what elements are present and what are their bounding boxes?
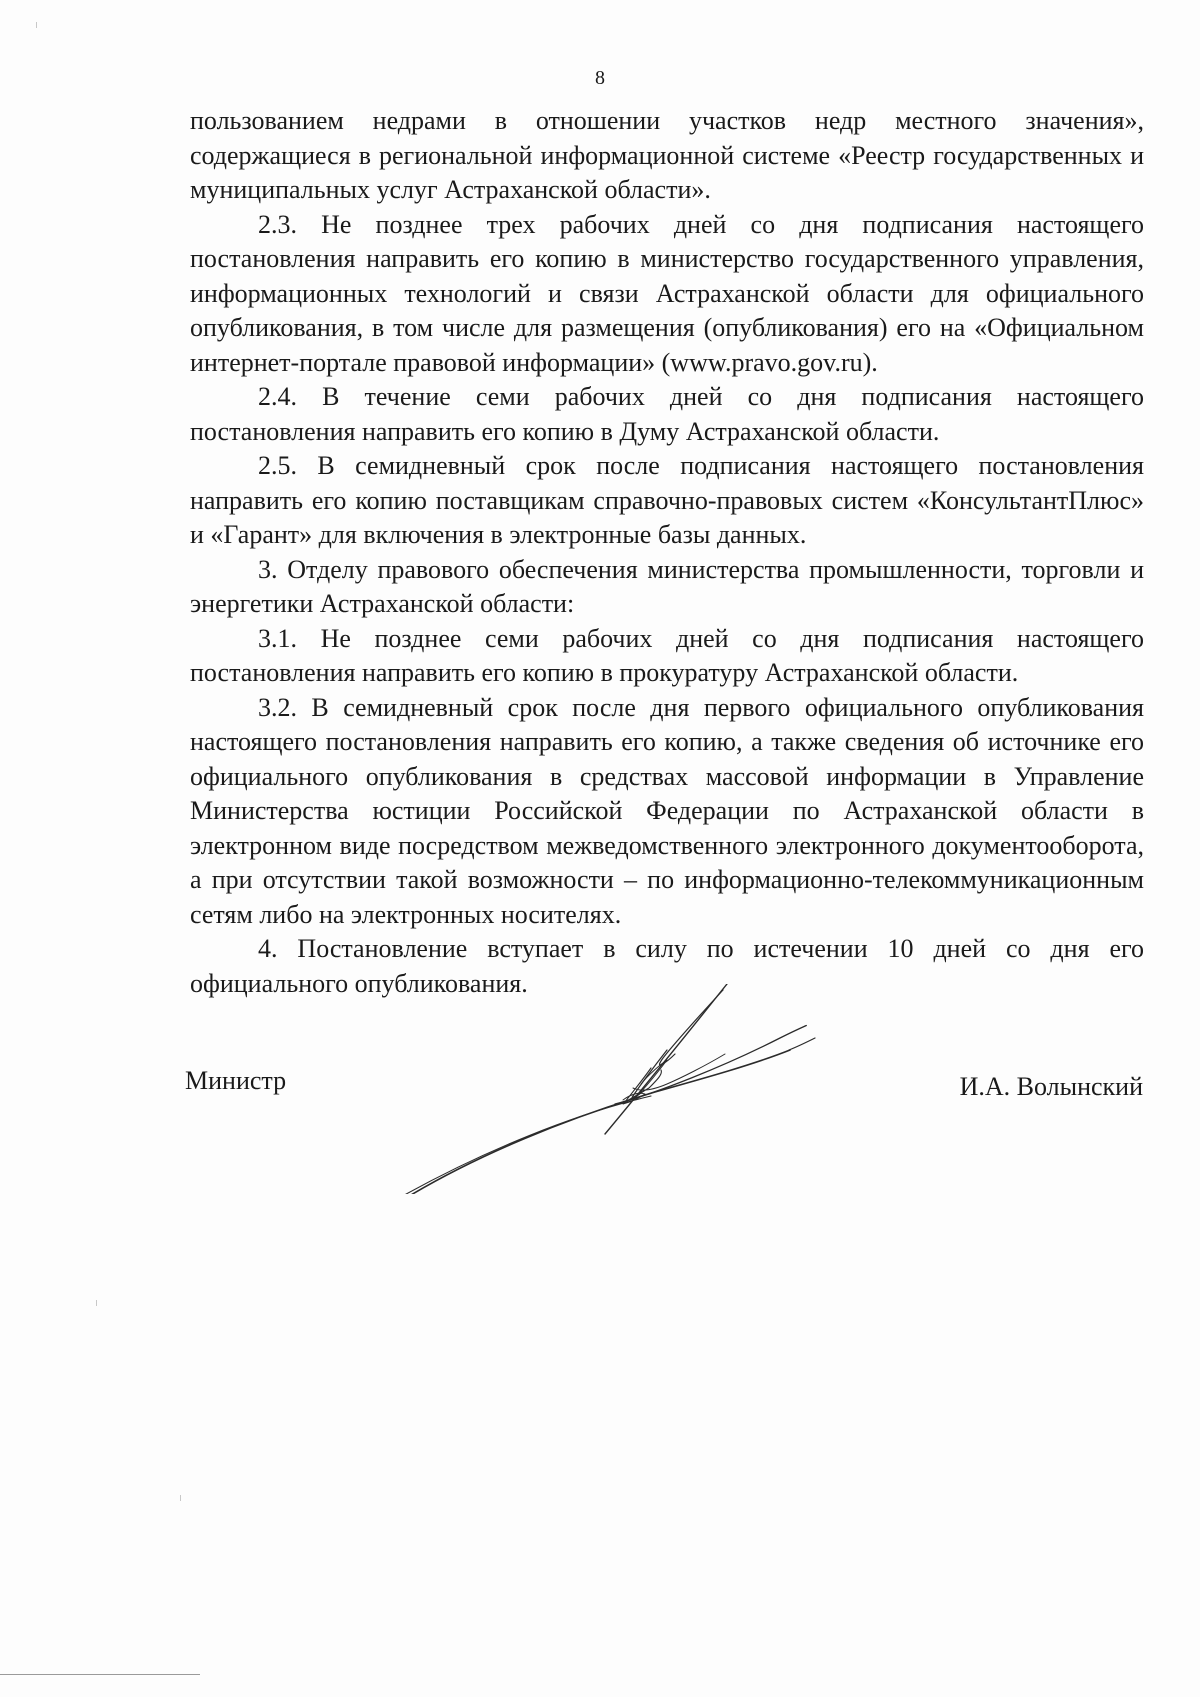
paragraph-3-1: 3.1. Не позднее семи рабочих дней со дня подписания настоящего постановления направить его копию в прокуратуру Астраханской области.	[190, 623, 1144, 687]
paragraph-3-2: 3.2. В семидневный срок после дня первого официального опубликования настоящего постановления направить его копию, а также сведения об источнике его официального опубликования в средствах массовой информации в Управление Министерства юстиции Российской Федерации по Астраханской области в электронном виде посредством межведомственного электронного документооборота, а при отсутствии такой возможности – по информационно-телекоммуникационным сетям либо на электронных носителях.	[190, 692, 1144, 929]
scan-speck	[96, 1300, 97, 1306]
page-number: 8	[595, 67, 605, 89]
paragraph-3: 3. Отделу правового обеспечения министерства промышленности, торговли и энергетики Астраханской области:	[190, 554, 1144, 618]
paragraph-2-4: 2.4. В течение семи рабочих дней со дня подписания настоящего постановления направить его копию в Думу Астраханской области.	[190, 382, 1144, 446]
signer-position: Министр	[185, 1066, 287, 1095]
paragraph-continuation: пользованием недрами в отношении участков недр местного значения», содержащиеся в региональной информационной системе «Реестр государственных и муниципальных услуг Астраханской области».	[190, 106, 1144, 204]
signer-name: И.А. Волынский	[959, 1072, 1143, 1101]
paragraph-4: 4. Постановление вступает в силу по истечении 10 дней со дня его официального опубликования.	[190, 934, 1144, 998]
paragraph-2-3: 2.3. Не позднее трех рабочих дней со дня подписания настоящего постановления направить его копию в министерство государственного управления, информационных технологий и связи Астраханской области для официального опубликования, в том числе для размещения (опубликования) его на «Официальном интернет-портале правовой информации» (www.pravo.gov.ru).	[190, 209, 1144, 377]
handwritten-signature-icon	[405, 984, 865, 1194]
scan-speck	[180, 1495, 181, 1501]
scan-edge-line	[0, 1674, 200, 1675]
paragraph-2-5: 2.5. В семидневный срок после подписания настоящего постановления направить его копию поставщикам справочно-правовых систем «КонсультантПлюс» и «Гарант» для включения в электронные базы данных.	[190, 451, 1144, 549]
document-body	[190, 104, 1144, 1001]
scan-speck	[36, 22, 37, 28]
